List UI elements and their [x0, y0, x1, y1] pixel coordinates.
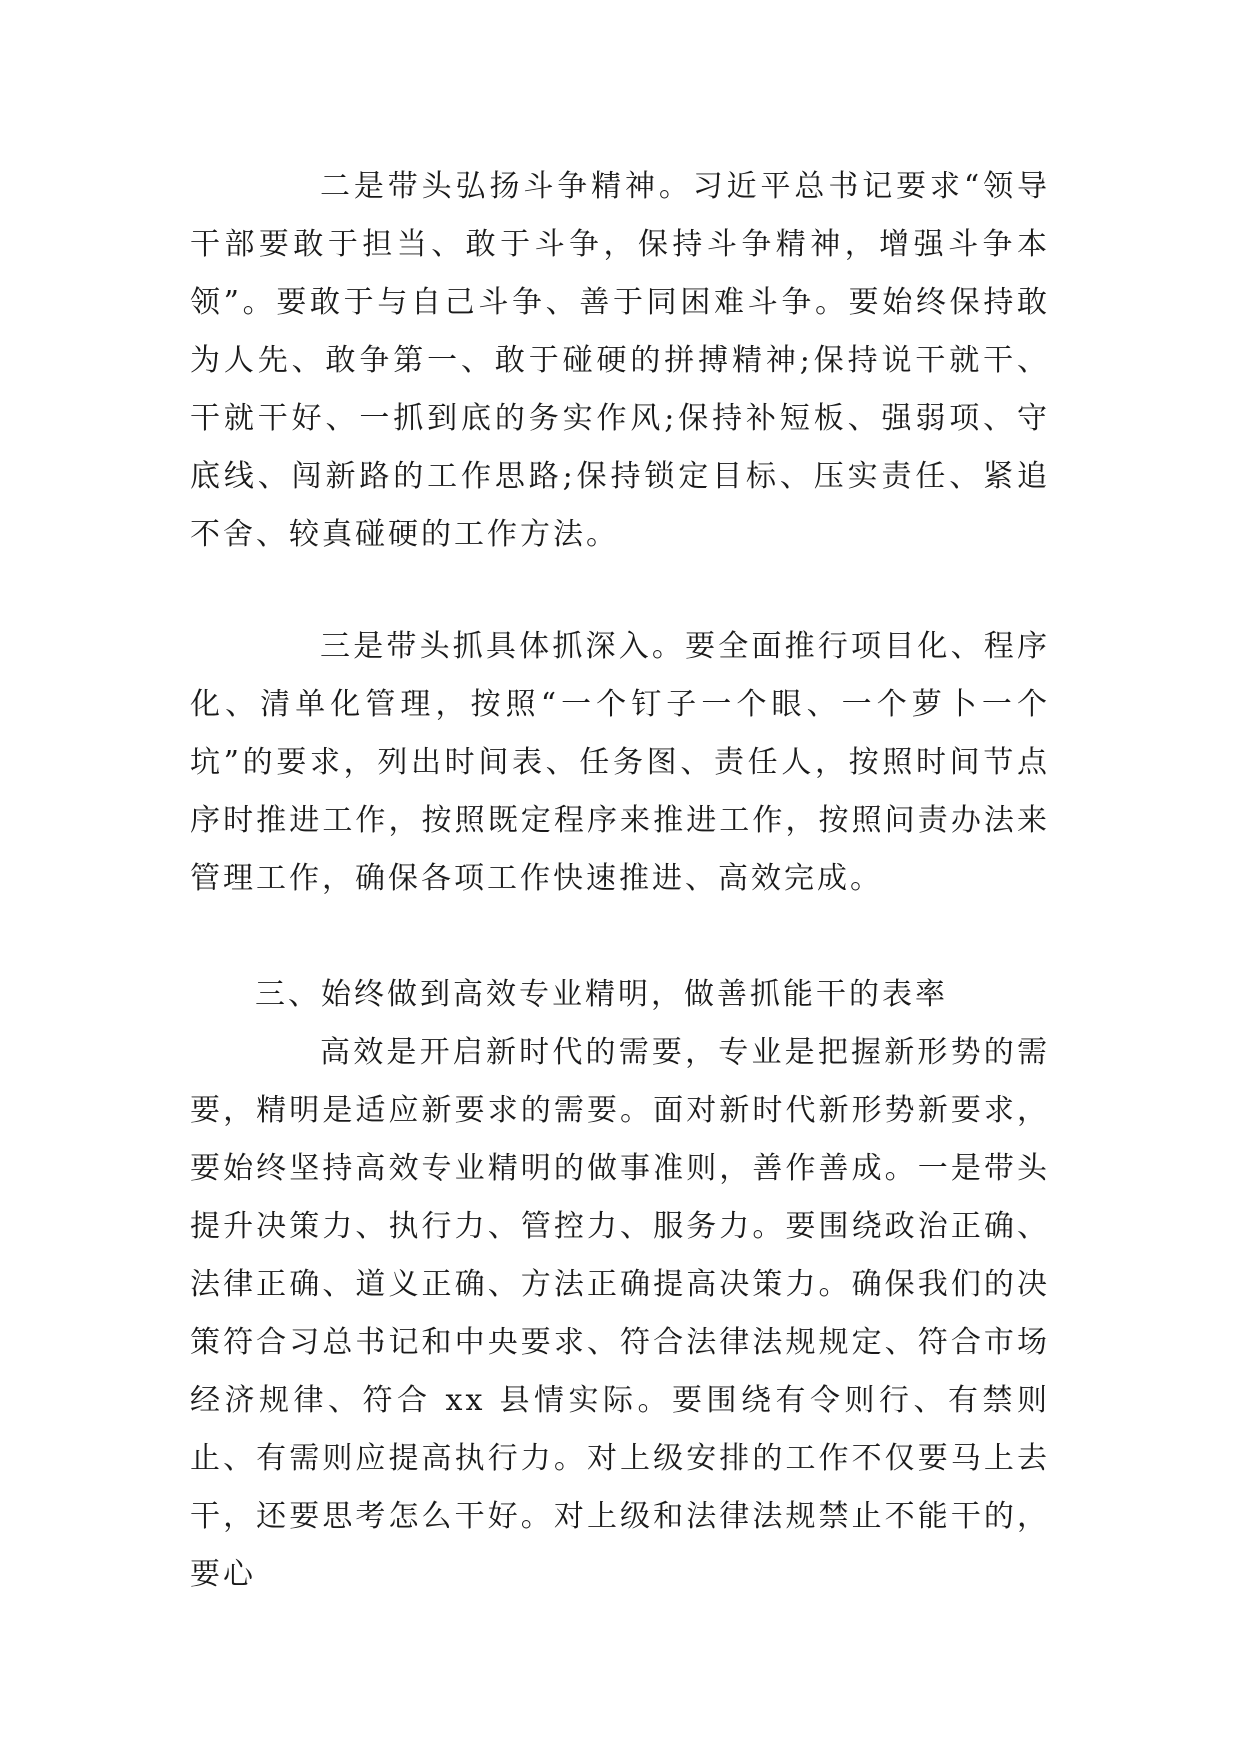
paragraph-struggle-spirit: 二是带头弘扬斗争精神。习近平总书记要求“领导干部要敢于担当、敢于斗争，保持斗争精神，增强斗争本领”。要敢于与自己斗争、善于同困难斗争。要始终保持敢为人先、敢争第一、敢于碰硬的拼搏精神;保持说干就干、干就干好、一抓到底的务实作风;保持补短板、强弱项、守底线、闯新路的工作思路;保持锁定目标、压实责任、紧追不舍、较真碰硬的工作方法。 — [190, 169, 1050, 552]
section-heading: 三、始终做到高效专业精明，做善抓能干的表率 — [255, 977, 948, 1012]
paragraph-concrete-work: 三是带头抓具体抓深入。要全面推行项目化、程序化、清单化管理，按照“一个钉子一个眼、一个萝卜一个坑”的要求，列出时间表、任务图、责任人，按照时间节点序时推进工作，按照既定程序来推进工作，按照问责办法来管理工作，确保各项工作快速推进、高效完成。 — [190, 629, 1050, 896]
paragraph-efficiency: 高效是开启新时代的需要，专业是把握新形势的需要，精明是适应新要求的需要。面对新时代新形势新要求，要始终坚持高效专业精明的做事准则，善作善成。一是带头提升决策力、执行力、管控力、服务力。要围绕政治正确、法律正确、道义正确、方法正确提高决策力。确保我们的决策符合习总书记和中央要求、符合法律法规规定、符合市场经济规律、符合 xx 县情实际。要围绕有令则行、有禁则止、有需则应提高执行力。对上级安排的工作不仅要马上去干，还要思考怎么干好。对上级和法律法规禁止不能干的，要心 — [190, 1035, 1050, 1592]
